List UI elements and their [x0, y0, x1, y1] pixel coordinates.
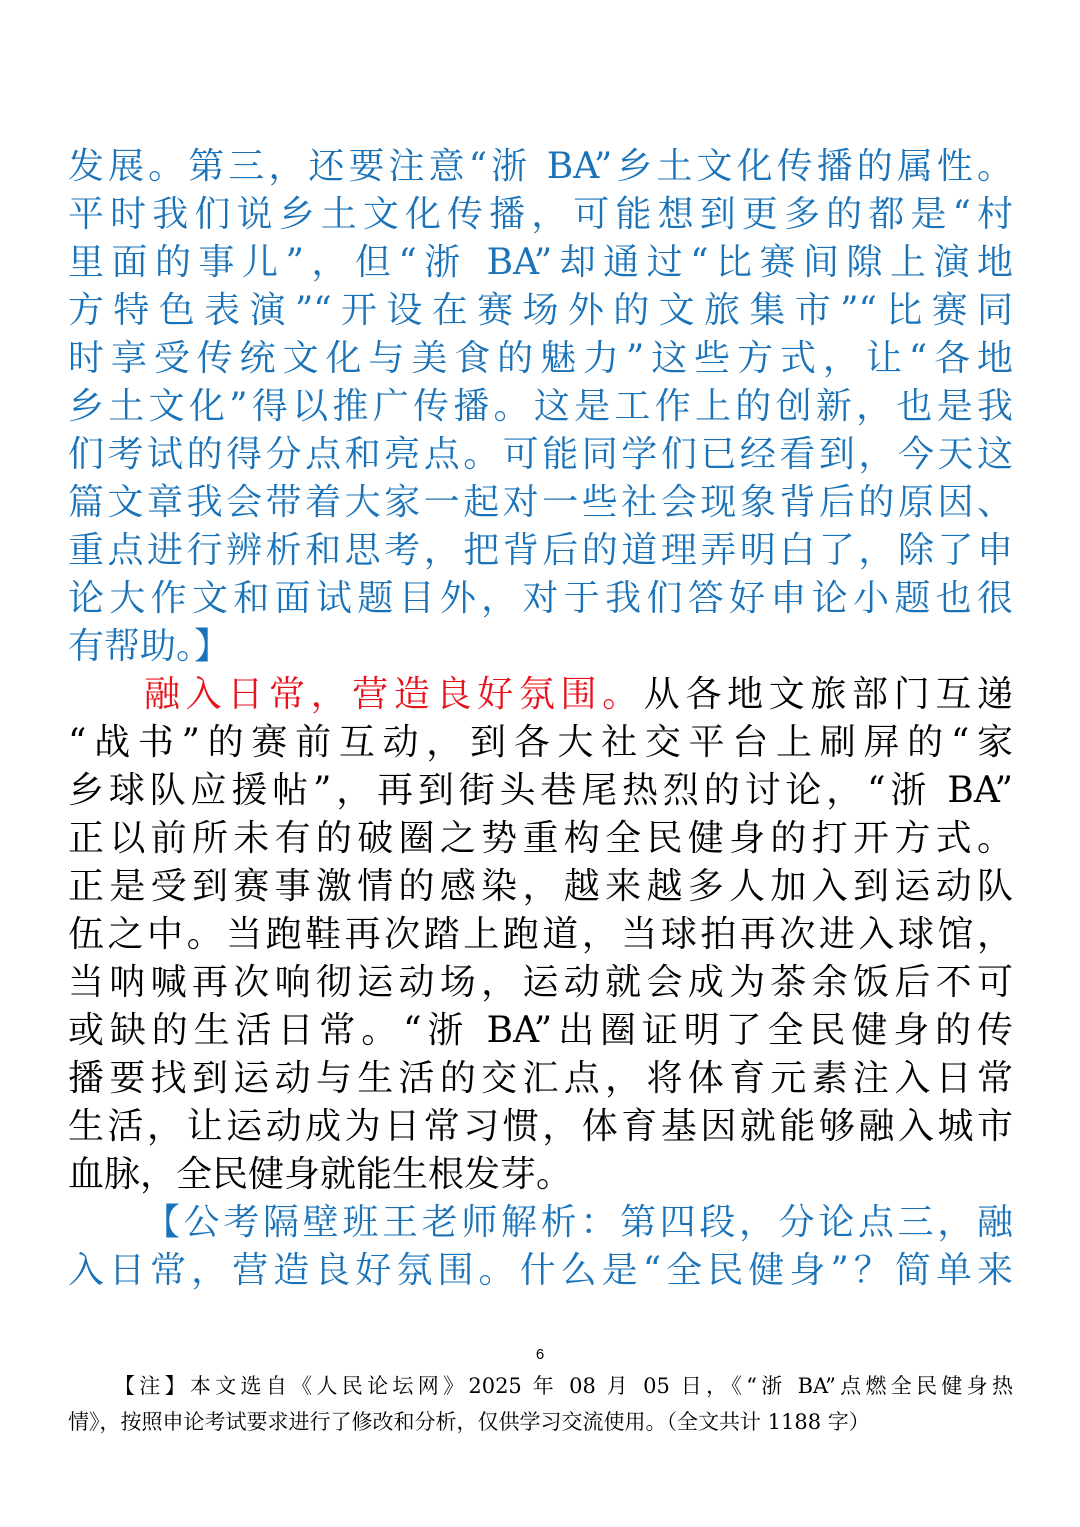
page-number: 6: [535, 1346, 545, 1363]
text-line: 入日常，营造良好氛围。什么是“全民健身”？简单来: [68, 1250, 1013, 1291]
sub-heading: 融入日常，营造良好氛围。: [144, 674, 644, 715]
text-line: 发展。第三，还要注意“浙 BA”乡土文化传播的属性。: [68, 146, 1013, 187]
text-line: 们考试的得分点和亮点。可能同学们已经看到，今天这: [68, 434, 1013, 475]
text-line: 播要找到运动与生活的交汇点，将体育元素注入日常: [68, 1058, 1013, 1099]
text-line: 时享受传统文化与美食的魅力”这些方式，让“各地: [68, 338, 1013, 379]
text-line: 平时我们说乡土文化传播，可能想到更多的都是“村: [68, 194, 1013, 235]
footnote-line: 【注】本文选自《人民论坛网》2025 年 08 月 05 日，《“浙 BA”点燃全民健身热: [114, 1374, 1013, 1398]
text-line: 当呐喊再次响彻运动场，运动就会成为茶余饭后不可: [68, 962, 1013, 1003]
body-paragraph-2: [68, 671, 1013, 1199]
text-line: 【公考隔壁班王老师解析：第四段，分论点三，融: [144, 1202, 1013, 1243]
text-line: 正以前所未有的破圈之势重构全民健身的打开方式。: [68, 818, 1013, 859]
text-line: 论大作文和面试题目外，对于我们答好申论小题也很: [68, 578, 1013, 619]
text-line: 伍之中。当跑鞋再次踏上跑道，当球拍再次进入球馆，: [68, 914, 1013, 955]
analysis-paragraph-1: [68, 143, 1013, 671]
analysis-paragraph-3: [68, 1199, 1013, 1295]
document-body: [68, 143, 1013, 1295]
footnote: [68, 1368, 1013, 1440]
text-line: 方特色表演”“开设在赛场外的文旅集市”“比赛同: [68, 290, 1013, 331]
text-line: 血脉，全民健身就能生根发芽。: [68, 1154, 573, 1195]
text-line: 篇文章我会带着大家一起对一些社会现象背后的原因、: [68, 482, 1013, 523]
text-line: 重点进行辨析和思考，把背后的道理弄明白了，除了申: [68, 530, 1013, 571]
text-line: 乡球队应援帖”，再到街头巷尾热烈的讨论，“浙 BA”: [68, 770, 1013, 811]
footnote-line: 情》，按照申论考试要求进行了修改和分析，仅供学习交流使用。（全文共计 1188 字）: [68, 1410, 870, 1434]
text-line: 有帮助。】: [68, 626, 231, 667]
text-span: 从各地文旅部门互递: [643, 674, 1013, 715]
text-line: [68, 671, 1013, 719]
text-line: 乡土文化”得以推广传播。这是工作上的创新，也是我: [68, 386, 1013, 427]
text-line: “战书”的赛前互动，到各大社交平台上刷屏的“家: [68, 722, 1013, 763]
text-line: 里面的事儿”，但“浙 BA”却通过“比赛间隙上演地: [68, 242, 1013, 283]
text-line: 生活，让运动成为日常习惯，体育基因就能够融入城市: [68, 1106, 1013, 1147]
text-line: 或缺的生活日常。“浙 BA”出圈证明了全民健身的传: [68, 1010, 1013, 1051]
text-line: 正是受到赛事激情的感染，越来越多人加入到运动队: [68, 866, 1013, 907]
